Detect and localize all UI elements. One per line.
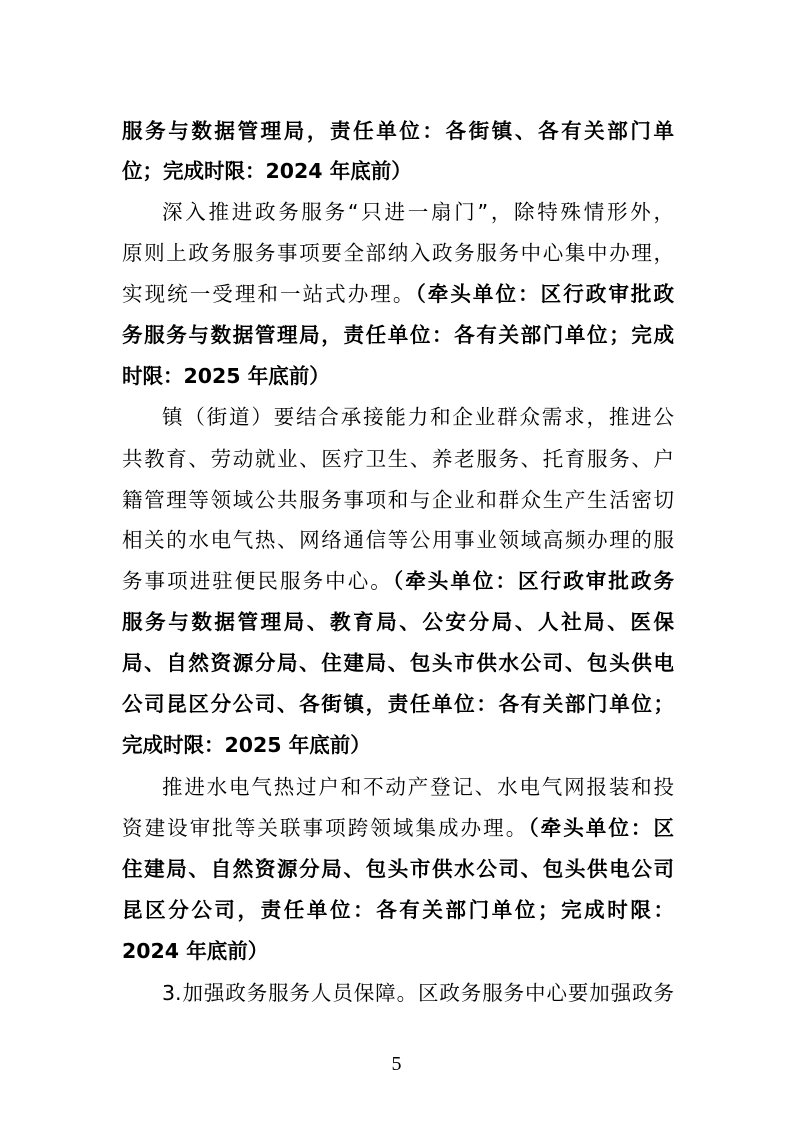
bold-text-segment: 住建局、自然资源分局、包头市供水公司、包头供电公司 bbox=[122, 857, 674, 881]
text-line bbox=[122, 281, 674, 307]
text-line bbox=[122, 897, 674, 923]
text-line bbox=[122, 568, 674, 594]
text-segment: 共教育、劳动就业、医疗卫生、养老服务、托育服务、户 bbox=[122, 447, 674, 471]
text-line bbox=[122, 815, 674, 841]
text-line bbox=[122, 650, 674, 676]
text-line bbox=[122, 446, 674, 472]
text-line bbox=[162, 980, 674, 1006]
page-number: 5 bbox=[391, 1053, 402, 1075]
text-line bbox=[122, 118, 674, 144]
bold-text-segment: 昆区分公司，责任单位：各有关部门单位；完成时限： bbox=[122, 898, 674, 922]
text-line bbox=[122, 527, 674, 553]
bold-text-segment: （牵头单位：区行政审批政务 bbox=[392, 569, 674, 593]
bold-text-segment: 公司昆区分公司、各街镇，责任单位：各有关部门单位； bbox=[122, 692, 674, 716]
text-line bbox=[162, 199, 674, 225]
text-segment: 资建设审批等关联事项跨领域集成办理。 bbox=[122, 816, 529, 840]
bold-text-segment: 2024 年底前） bbox=[122, 939, 269, 963]
bold-text-segment: （牵头单位：区 bbox=[528, 816, 674, 840]
text-segment: 推进水电气热过户和不动产登记、水电气网报装和投 bbox=[162, 775, 674, 799]
bold-text-segment: 完成时限：2025 年底前） bbox=[122, 733, 371, 757]
bold-text-segment: 局、自然资源分局、住建局、包头市供水公司、包头供电 bbox=[122, 651, 674, 675]
text-line bbox=[122, 363, 674, 389]
text-segment: 3.加强政务服务人员保障。区政务服务中心要加强政务 bbox=[162, 981, 674, 1005]
bold-text-segment: 服务与数据管理局、教育局、公安分局、人社局、医保 bbox=[122, 610, 674, 634]
text-segment: 务事项进驻便民服务中心。 bbox=[122, 569, 393, 593]
text-line bbox=[162, 774, 674, 800]
text-line bbox=[162, 404, 674, 430]
bold-text-segment: 服务与数据管理局，责任单位：各街镇、各有关部门单 bbox=[122, 119, 674, 143]
text-segment: 原则上政务服务事项要全部纳入政务服务中心集中办理， bbox=[122, 241, 674, 265]
text-segment: 相关的水电气热、网络通信等公用事业领域高频办理的服 bbox=[122, 528, 674, 552]
text-line bbox=[122, 691, 674, 717]
text-line bbox=[122, 240, 674, 266]
text-segment: 镇（街道）要结合承接能力和企业群众需求，推进公 bbox=[162, 405, 674, 429]
text-line bbox=[122, 856, 674, 882]
bold-text-segment: 务服务与数据管理局，责任单位：各有关部门单位；完成 bbox=[122, 323, 674, 347]
text-segment: 实现统一受理和一站式办理。 bbox=[122, 282, 416, 306]
text-line bbox=[122, 938, 674, 964]
bold-text-segment: 时限：2025 年底前） bbox=[122, 364, 330, 388]
text-line bbox=[122, 732, 674, 758]
text-line bbox=[122, 158, 674, 184]
text-segment: 籍管理等领域公共服务事项和与企业和群众生产生活密切 bbox=[122, 488, 674, 512]
text-segment: 深入推进政务服务“只进一扇门”，除特殊情形外， bbox=[162, 200, 674, 224]
bold-text-segment: （牵头单位：区行政审批政 bbox=[415, 282, 675, 306]
text-line bbox=[122, 487, 674, 513]
text-line bbox=[122, 322, 674, 348]
bold-text-segment: 位；完成时限：2024 年底前） bbox=[122, 159, 412, 183]
text-line bbox=[122, 609, 674, 635]
